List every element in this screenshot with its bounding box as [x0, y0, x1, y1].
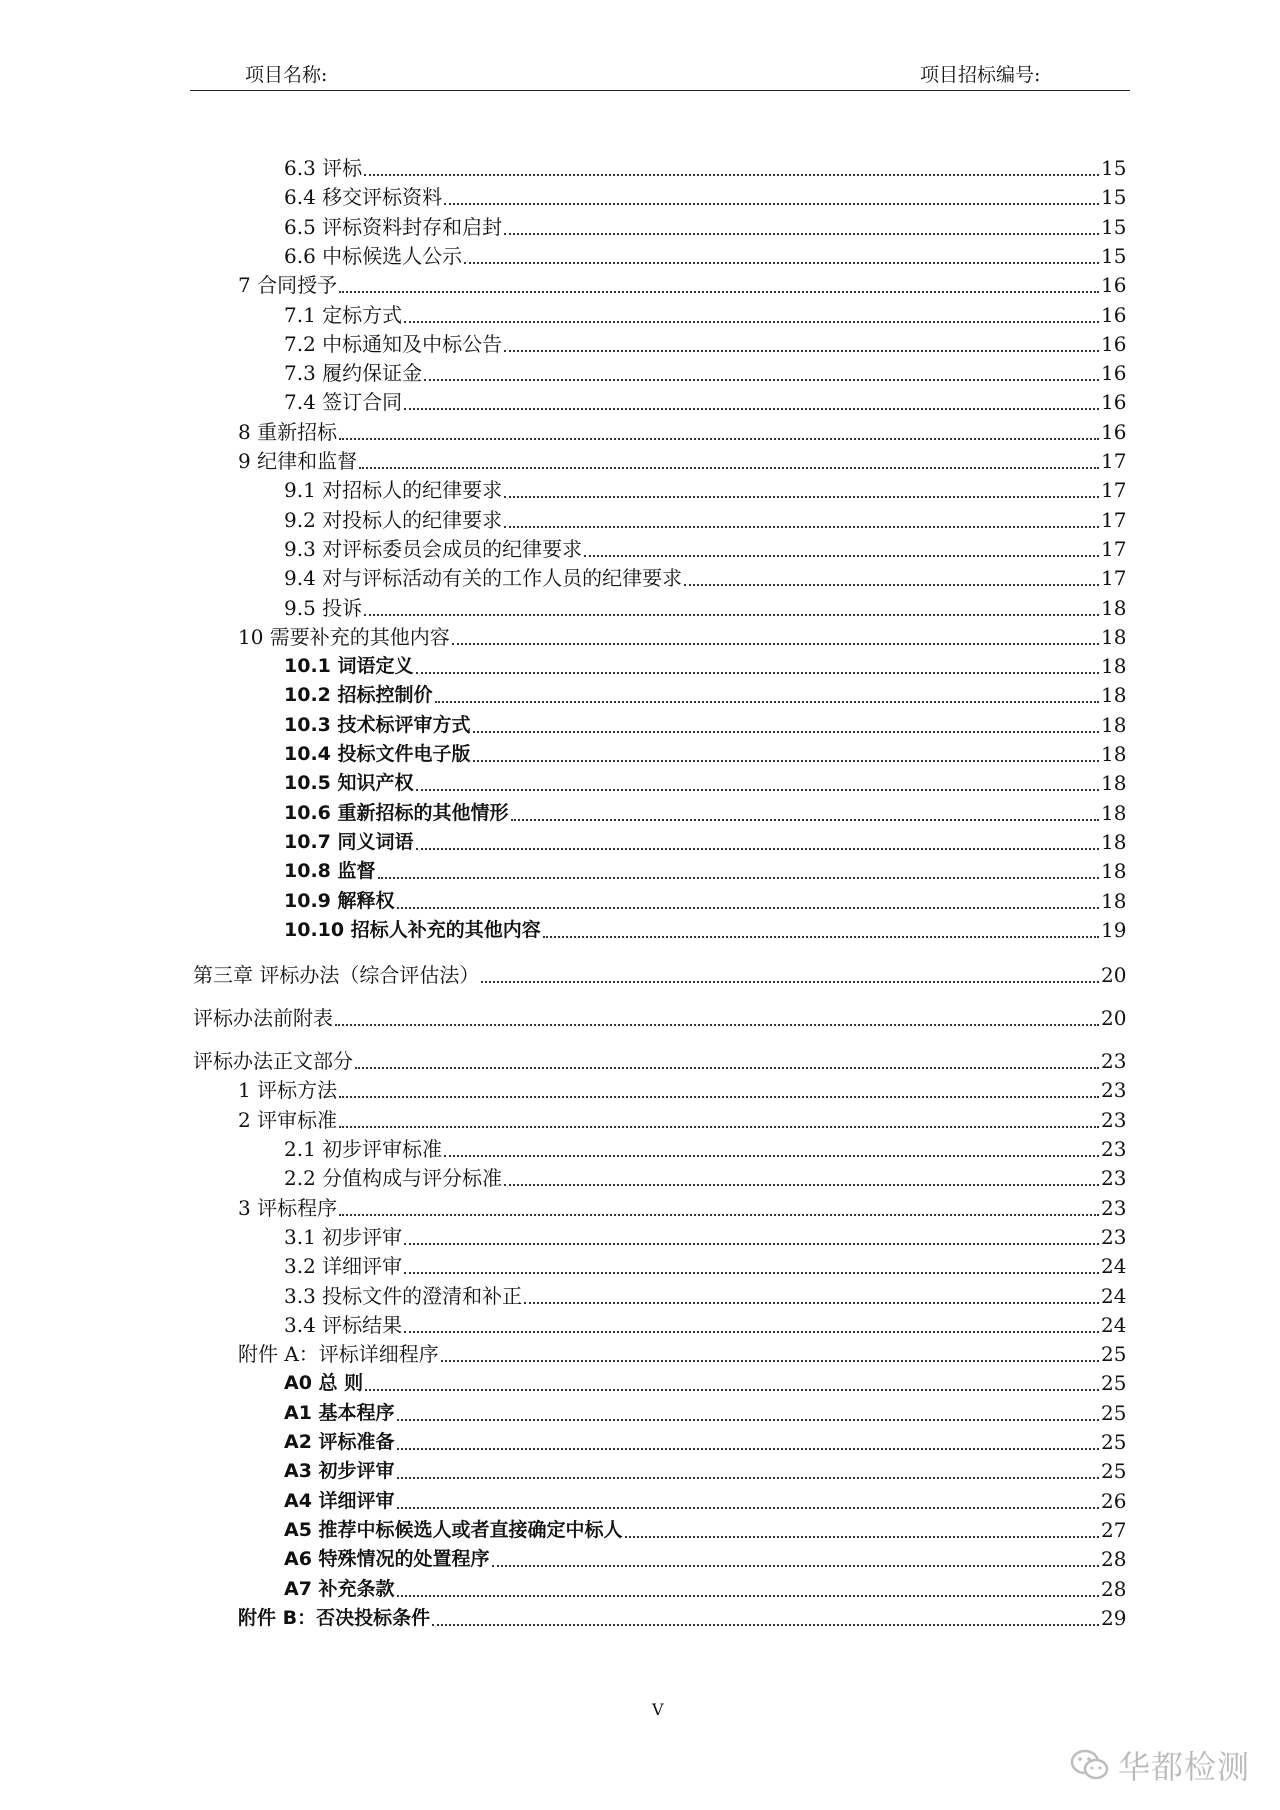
toc-row	[0, 155, 1280, 184]
toc-leader-dots	[339, 1095, 1099, 1098]
toc-leader-dots	[339, 290, 1099, 293]
toc-row	[0, 1605, 1280, 1634]
toc-entry	[284, 653, 1125, 679]
toc-title: 9.5 投诉	[284, 595, 363, 620]
toc-leader-dots	[397, 1506, 1099, 1509]
toc-entry	[284, 712, 1125, 738]
toc-title: 10.6 重新招标的其他情形	[284, 801, 509, 824]
toc-leader-dots	[404, 407, 1099, 410]
toc-page-number: 24	[1101, 1283, 1127, 1308]
toc-row	[0, 1312, 1280, 1341]
toc-entry	[284, 1224, 1125, 1250]
toc-entry	[238, 1077, 1125, 1103]
toc-title: A7 补充条款	[284, 1577, 395, 1600]
toc-row	[0, 1224, 1280, 1253]
toc-page-number: 19	[1101, 917, 1127, 942]
toc-entry	[284, 536, 1125, 562]
toc-page-number: 26	[1101, 1488, 1127, 1513]
toc-title: 7.1 定标方式	[284, 302, 403, 327]
toc-page-number: 18	[1101, 742, 1127, 766]
toc-row	[0, 302, 1280, 331]
toc-entry	[284, 1517, 1125, 1543]
toc-row	[0, 962, 1280, 991]
toc-leader-dots	[404, 1271, 1099, 1274]
toc-page-number: 23	[1101, 1166, 1127, 1191]
toc-row	[0, 1341, 1280, 1370]
toc-entry	[284, 595, 1125, 621]
page-number: V	[652, 1700, 664, 1719]
toc-entry	[284, 155, 1125, 181]
toc-leader-dots	[335, 1023, 1099, 1026]
toc-page-number: 29	[1101, 1605, 1127, 1630]
toc-page-number: 25	[1101, 1342, 1127, 1367]
toc-page-number: 24	[1101, 1312, 1127, 1337]
toc-leader-dots	[416, 671, 1100, 674]
toc-page-number: 18	[1101, 888, 1127, 913]
toc-title: 评标办法前附表	[193, 1006, 333, 1031]
toc-page-number: 18	[1101, 683, 1127, 708]
toc-entry	[284, 858, 1125, 884]
toc-row	[0, 1429, 1280, 1458]
toc-page-number: 18	[1101, 800, 1127, 825]
toc-row	[0, 389, 1280, 418]
toc-leader-dots	[339, 437, 1099, 440]
toc-page-number: 25	[1101, 1400, 1127, 1425]
toc-row	[0, 1165, 1280, 1194]
toc-page-number: 18	[1101, 771, 1127, 796]
toc-page-number: 28	[1101, 1576, 1127, 1601]
toc-title: 9.4 对与评标活动有关的工作人员的纪律要求	[284, 566, 683, 591]
toc-row	[0, 331, 1280, 360]
toc-row	[0, 1517, 1280, 1546]
toc-row	[0, 800, 1280, 829]
toc-page-number: 16	[1101, 331, 1127, 356]
toc-leader-dots	[397, 906, 1100, 909]
toc-leader-dots	[424, 378, 1099, 381]
toc-leader-dots	[397, 1476, 1099, 1479]
toc-entry	[284, 389, 1125, 415]
toc-leader-dots	[355, 1066, 1099, 1069]
toc-entry	[284, 1165, 1125, 1191]
toc-title: 10.5 知识产权	[284, 772, 414, 795]
toc-row	[0, 1400, 1280, 1429]
toc-title: 10.8 监督	[284, 860, 376, 883]
toc-title: 第三章 评标办法（综合评估法）	[193, 963, 480, 988]
toc-leader-dots	[435, 700, 1100, 703]
toc-entry	[284, 507, 1125, 533]
toc-entry	[238, 1605, 1125, 1631]
toc-page-number: 18	[1101, 624, 1127, 649]
toc-leader-dots	[359, 466, 1099, 469]
toc-title: A4 详细评审	[284, 1489, 395, 1512]
toc-leader-dots	[404, 1330, 1099, 1333]
toc-row	[0, 536, 1280, 565]
toc-leader-dots	[473, 759, 1100, 762]
toc-title: 3.3 投标文件的澄清和补正	[284, 1283, 523, 1308]
page-header	[190, 56, 1130, 91]
toc-entry	[284, 917, 1125, 943]
toc-leader-dots	[404, 1242, 1099, 1245]
toc-title: 2.1 初步评审标准	[284, 1137, 443, 1161]
toc-page-number: 23	[1101, 1195, 1127, 1220]
toc-row	[0, 507, 1280, 536]
toc-leader-dots	[404, 320, 1099, 323]
toc-row	[0, 184, 1280, 213]
toc-page-number: 24	[1101, 1254, 1127, 1279]
toc-row	[0, 888, 1280, 917]
toc-row	[0, 595, 1280, 624]
toc-entry	[284, 1488, 1125, 1514]
toc-row	[0, 477, 1280, 506]
toc-row	[0, 360, 1280, 389]
toc-page-number: 17	[1101, 449, 1127, 473]
toc-title: 9.2 对投标人的纪律要求	[284, 507, 503, 532]
toc-page-number: 18	[1101, 595, 1127, 620]
toc-leader-dots	[416, 788, 1100, 791]
toc-entry	[284, 565, 1125, 591]
project-number-label: 项目招标编号:	[920, 64, 1041, 86]
toc-row	[0, 1458, 1280, 1487]
toc-entry	[193, 1005, 1125, 1031]
toc-title: 2 评审标准	[238, 1107, 338, 1132]
toc-title: 6.6 中标候选人公示	[284, 243, 463, 268]
toc-leader-dots	[444, 1154, 1099, 1157]
toc-row	[0, 624, 1280, 653]
toc-leader-dots	[397, 1447, 1099, 1450]
toc-entry	[238, 1195, 1125, 1221]
toc-leader-dots	[492, 1564, 1099, 1567]
toc-entry	[284, 1136, 1125, 1162]
toc-title: 10.9 解释权	[284, 889, 395, 912]
toc-page-number: 18	[1101, 712, 1127, 737]
toc-leader-dots	[511, 818, 1100, 821]
toc-entry	[193, 962, 1125, 988]
toc-row	[0, 1370, 1280, 1399]
toc-page-number: 23	[1101, 1137, 1127, 1161]
toc-leader-dots	[464, 261, 1099, 264]
toc-page-number: 18	[1101, 654, 1127, 679]
toc-leader-dots	[365, 1388, 1099, 1391]
toc-title: 10 需要补充的其他内容	[238, 624, 450, 649]
toc-leader-dots	[524, 1301, 1099, 1304]
toc-title: 2.2 分值构成与评分标准	[284, 1166, 503, 1191]
toc-page-number: 17	[1101, 536, 1127, 561]
toc-page-number: 18	[1101, 859, 1127, 884]
toc-page-number: 27	[1101, 1517, 1127, 1542]
toc-row	[0, 1136, 1280, 1165]
toc-leader-dots	[543, 935, 1099, 938]
toc-title: 6.5 评标资料封存和启封	[284, 214, 503, 239]
toc-leader-dots	[397, 1418, 1099, 1421]
toc-title: 附件 B：否决投标条件	[238, 1606, 431, 1629]
toc-entry	[284, 1400, 1125, 1426]
toc-title: 3 评标程序	[238, 1195, 338, 1220]
toc-row	[0, 1283, 1280, 1312]
toc-leader-dots	[452, 642, 1099, 645]
toc-leader-dots	[504, 349, 1099, 352]
toc-page-number: 16	[1101, 273, 1127, 298]
toc-title: 6.3 评标	[284, 156, 363, 180]
toc-page-number: 15	[1101, 214, 1127, 239]
toc-row	[0, 1005, 1280, 1034]
toc-page-number: 16	[1101, 390, 1127, 415]
toc-entry	[238, 419, 1125, 445]
toc-page-number: 15	[1101, 185, 1127, 210]
toc-title: 7 合同授予	[238, 273, 338, 298]
toc-title: 7.3 履约保证金	[284, 361, 423, 386]
toc-title: A3 初步评审	[284, 1460, 395, 1483]
toc-title: 10.4 投标文件电子版	[284, 743, 471, 765]
toc-leader-dots	[364, 173, 1099, 176]
watermark-text: 华都检测	[1118, 1748, 1251, 1786]
toc-row	[0, 272, 1280, 301]
toc-title: 附件 A：评标详细程序	[238, 1342, 439, 1367]
toc-leader-dots	[364, 613, 1099, 616]
toc-title: A0 总 则	[284, 1372, 364, 1395]
toc-title: 8 重新招标	[238, 419, 338, 444]
toc-leader-dots	[339, 1213, 1099, 1216]
toc-title: A5 推荐中标候选人或者直接确定中标人	[284, 1518, 623, 1541]
toc-entry	[284, 1283, 1125, 1309]
toc-row	[0, 1077, 1280, 1106]
toc-page-number: 15	[1101, 243, 1127, 268]
toc-title: 10.10 招标人补充的其他内容	[284, 918, 541, 941]
toc-entry	[284, 243, 1125, 269]
project-name-label: 项目名称:	[245, 64, 328, 86]
toc-leader-dots	[378, 876, 1100, 879]
toc-row	[0, 1488, 1280, 1517]
toc-leader-dots	[504, 525, 1099, 528]
toc-entry	[284, 800, 1125, 826]
toc-entry	[284, 302, 1125, 328]
toc-title: 9.1 对招标人的纪律要求	[284, 478, 503, 503]
toc-entry	[284, 1546, 1125, 1572]
toc-leader-dots	[684, 583, 1099, 586]
toc-page-number: 23	[1101, 1049, 1127, 1074]
toc-title: 3.1 初步评审	[284, 1224, 403, 1249]
toc-leader-dots	[339, 1125, 1099, 1128]
toc-row	[0, 419, 1280, 448]
toc-entry	[284, 360, 1125, 386]
toc-leader-dots	[584, 554, 1099, 557]
toc-title: A6 特殊情况的处置程序	[284, 1548, 490, 1571]
toc-leader-dots	[432, 1623, 1099, 1626]
toc-entry	[284, 1429, 1125, 1455]
toc-row	[0, 653, 1280, 682]
toc-page-number: 23	[1101, 1107, 1127, 1132]
toc-page-number: 17	[1101, 507, 1127, 532]
toc-title: 9.3 对评标委员会成员的纪律要求	[284, 536, 583, 561]
toc-page-number: 25	[1101, 1371, 1127, 1396]
toc-leader-dots	[416, 847, 1100, 850]
toc-row	[0, 858, 1280, 887]
toc-page-number: 20	[1101, 963, 1127, 988]
toc-row	[0, 1107, 1280, 1136]
toc-row	[0, 448, 1280, 477]
toc-page-number: 23	[1101, 1224, 1127, 1249]
toc-title: 3.4 评标结果	[284, 1312, 403, 1337]
toc-entry	[284, 184, 1125, 210]
toc-entry	[238, 624, 1125, 650]
toc-leader-dots	[504, 232, 1099, 235]
toc-leader-dots	[481, 980, 1099, 983]
toc-row	[0, 243, 1280, 272]
toc-entry	[284, 829, 1125, 855]
toc-entry	[284, 741, 1125, 767]
toc-entry	[284, 682, 1125, 708]
toc-page-number: 15	[1101, 156, 1127, 180]
toc-page-number: 18	[1101, 829, 1127, 854]
toc-page-number: 16	[1101, 419, 1127, 444]
toc-row	[0, 1048, 1280, 1077]
toc-row	[0, 565, 1280, 594]
toc-page-number: 25	[1101, 1459, 1127, 1484]
toc-title: 10.7 同义词语	[284, 830, 414, 853]
toc-page-number: 23	[1101, 1078, 1127, 1103]
watermark	[1070, 1742, 1250, 1788]
toc-entry	[193, 1048, 1125, 1074]
toc-row	[0, 682, 1280, 711]
toc-row	[0, 1546, 1280, 1575]
toc-title: A2 评标准备	[284, 1431, 395, 1453]
toc-page-number: 16	[1101, 302, 1127, 327]
toc-entry	[284, 1312, 1125, 1338]
toc-entry	[284, 1370, 1125, 1396]
toc-leader-dots	[504, 1183, 1099, 1186]
toc-entry	[284, 1458, 1125, 1484]
toc-row	[0, 1253, 1280, 1282]
toc-leader-dots	[441, 1359, 1099, 1362]
toc-title: 10.1 词语定义	[284, 655, 414, 678]
toc-leader-dots	[473, 730, 1100, 733]
toc-title: 6.4 移交评标资料	[284, 185, 443, 210]
toc-row	[0, 214, 1280, 243]
toc-title: 9 纪律和监督	[238, 449, 358, 473]
toc-row	[0, 770, 1280, 799]
toc-entry	[284, 1576, 1125, 1602]
toc-title: 评标办法正文部分	[193, 1049, 353, 1074]
toc-row	[0, 1195, 1280, 1224]
toc-entry	[284, 888, 1125, 914]
toc-entry	[284, 331, 1125, 357]
toc-entry	[238, 1341, 1125, 1367]
toc-page-number: 20	[1101, 1006, 1127, 1031]
toc-page-number: 17	[1101, 478, 1127, 503]
toc-title: 7.2 中标通知及中标公告	[284, 331, 503, 356]
wechat-icon	[1070, 1748, 1110, 1782]
toc-row	[0, 829, 1280, 858]
toc-title: 10.2 招标控制价	[284, 684, 433, 707]
toc-row	[0, 741, 1280, 770]
toc-page-number: 25	[1101, 1430, 1127, 1454]
toc-entry	[238, 1107, 1125, 1133]
toc-leader-dots	[397, 1594, 1099, 1597]
toc-title: 1 评标方法	[238, 1078, 338, 1103]
toc-title: 10.3 技术标评审方式	[284, 713, 471, 736]
toc-title: 7.4 签订合同	[284, 390, 403, 415]
toc-page-number: 28	[1101, 1547, 1127, 1572]
toc-entry	[284, 477, 1125, 503]
toc-row	[0, 712, 1280, 741]
toc-entry	[238, 448, 1125, 474]
toc-leader-dots	[625, 1535, 1099, 1538]
toc-entry	[284, 770, 1125, 796]
toc-title: 3.2 详细评审	[284, 1254, 403, 1279]
toc-leader-dots	[504, 495, 1099, 498]
toc-page-number: 16	[1101, 361, 1127, 386]
toc-page-number: 17	[1101, 566, 1127, 591]
toc-entry	[238, 272, 1125, 298]
toc-entry	[284, 1253, 1125, 1279]
toc-entry	[284, 214, 1125, 240]
toc-row	[0, 1576, 1280, 1605]
toc-title: A1 基本程序	[284, 1401, 395, 1424]
toc-leader-dots	[444, 202, 1099, 205]
toc-row	[0, 917, 1280, 946]
